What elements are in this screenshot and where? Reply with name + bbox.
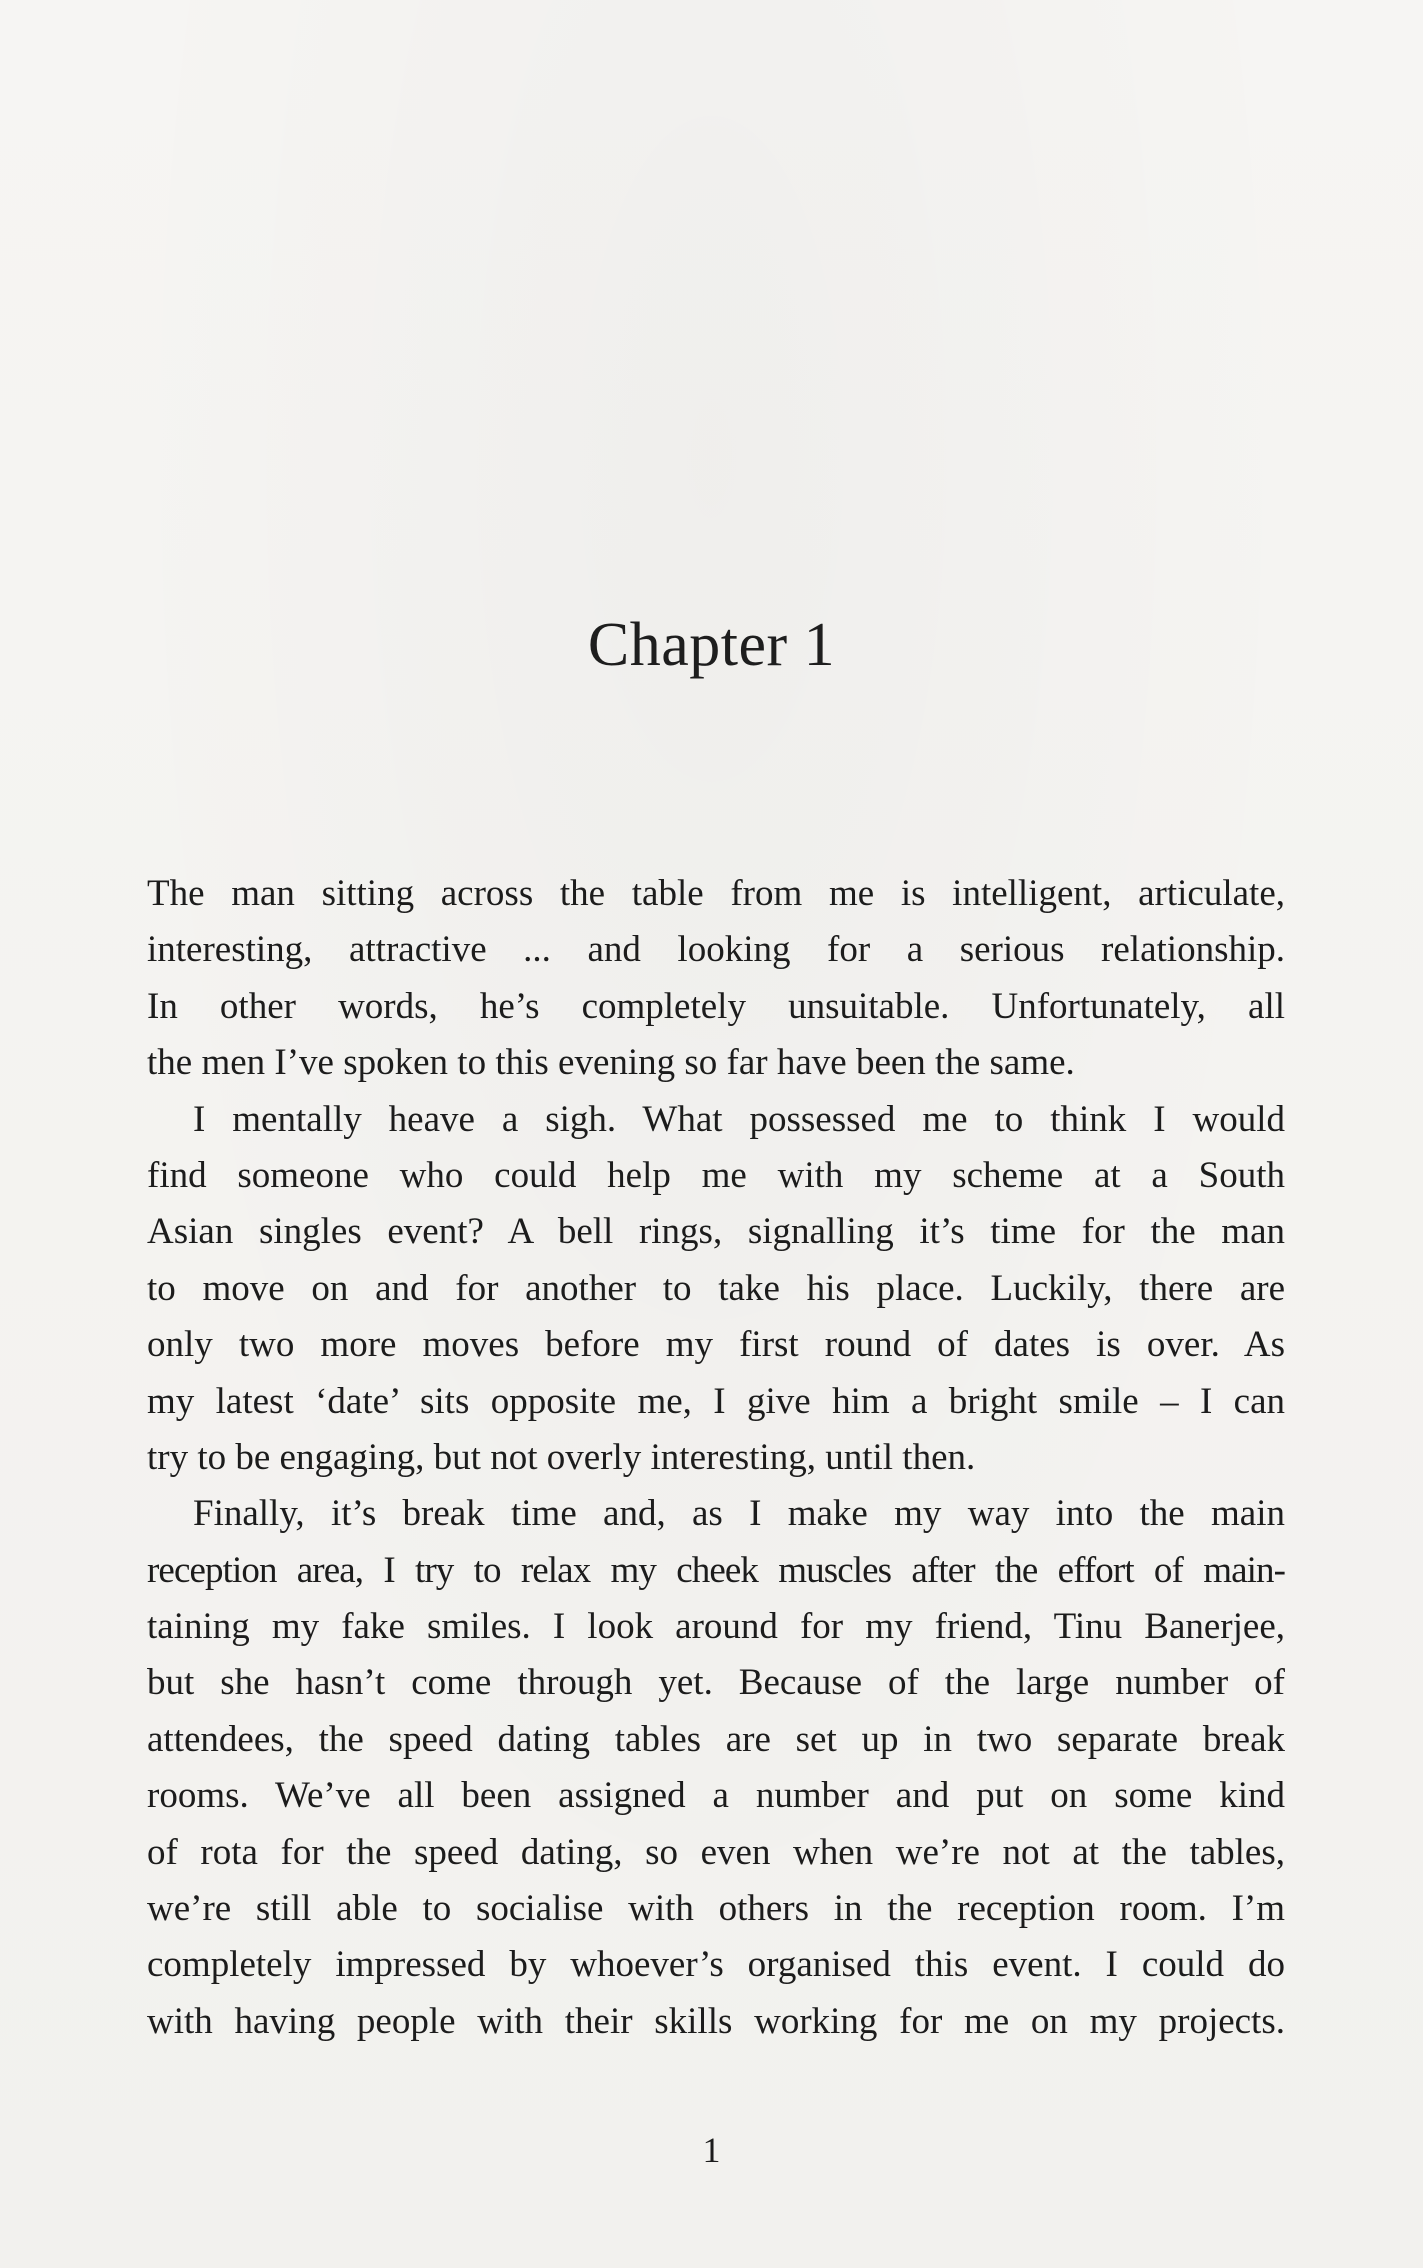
chapter-title: Chapter 1 bbox=[587, 611, 836, 679]
text-line: but she hasn’t come through yet. Because of the large number of bbox=[147, 1662, 1285, 1704]
text-line: with having people with their skills working for me on my projects. bbox=[147, 2000, 1285, 2042]
text-line: I mentally heave a sigh. What possessed me to think I would bbox=[193, 1098, 1285, 1140]
text-line: we’re still able to socialise with others in the reception room. I’m bbox=[147, 1888, 1285, 1930]
text-line: to move on and for another to take his place. Luckily, there are bbox=[147, 1267, 1285, 1309]
text-line: In other words, he’s completely unsuitable. Unfortunately, all bbox=[147, 985, 1285, 1027]
text-line: Asian singles event? A bell rings, signalling it’s time for the man bbox=[147, 1211, 1285, 1253]
text-line: the men I’ve spoken to this evening so far have been the same. bbox=[147, 1042, 1075, 1084]
text-line: my latest ‘date’ sits opposite me, I give him a bright smile – I can bbox=[147, 1380, 1285, 1422]
text-line: of rota for the speed dating, so even when we’re not at the tables, bbox=[147, 1831, 1285, 1873]
text-line: The man sitting across the table from me is intelligent, articulate, bbox=[147, 873, 1285, 914]
text-line: reception area, I try to relax my cheek muscles after the effort of main- bbox=[147, 1549, 1285, 1591]
text-line: rooms. We’ve all been assigned a number and put on some kind bbox=[147, 1775, 1285, 1817]
text-line: find someone who could help me with my scheme at a South bbox=[147, 1154, 1285, 1196]
text-line: interesting, attractive ... and looking for a serious relationship. bbox=[147, 929, 1285, 971]
page-number: 1 bbox=[702, 2130, 721, 2170]
text-line: Finally, it’s break time and, as I make my way into the main bbox=[193, 1493, 1285, 1535]
text-line: only two more moves before my first round of dates is over. As bbox=[147, 1324, 1285, 1366]
text-line: attendees, the speed dating tables are set up in two separate break bbox=[147, 1718, 1285, 1760]
text-line: try to be engaging, but not overly interesting, until then. bbox=[147, 1436, 976, 1478]
body-text bbox=[147, 866, 1285, 2050]
text-line: completely impressed by whoever’s organised this event. I could do bbox=[147, 1944, 1285, 1986]
text-line: taining my fake smiles. I look around for my friend, Tinu Banerjee, bbox=[147, 1606, 1285, 1648]
